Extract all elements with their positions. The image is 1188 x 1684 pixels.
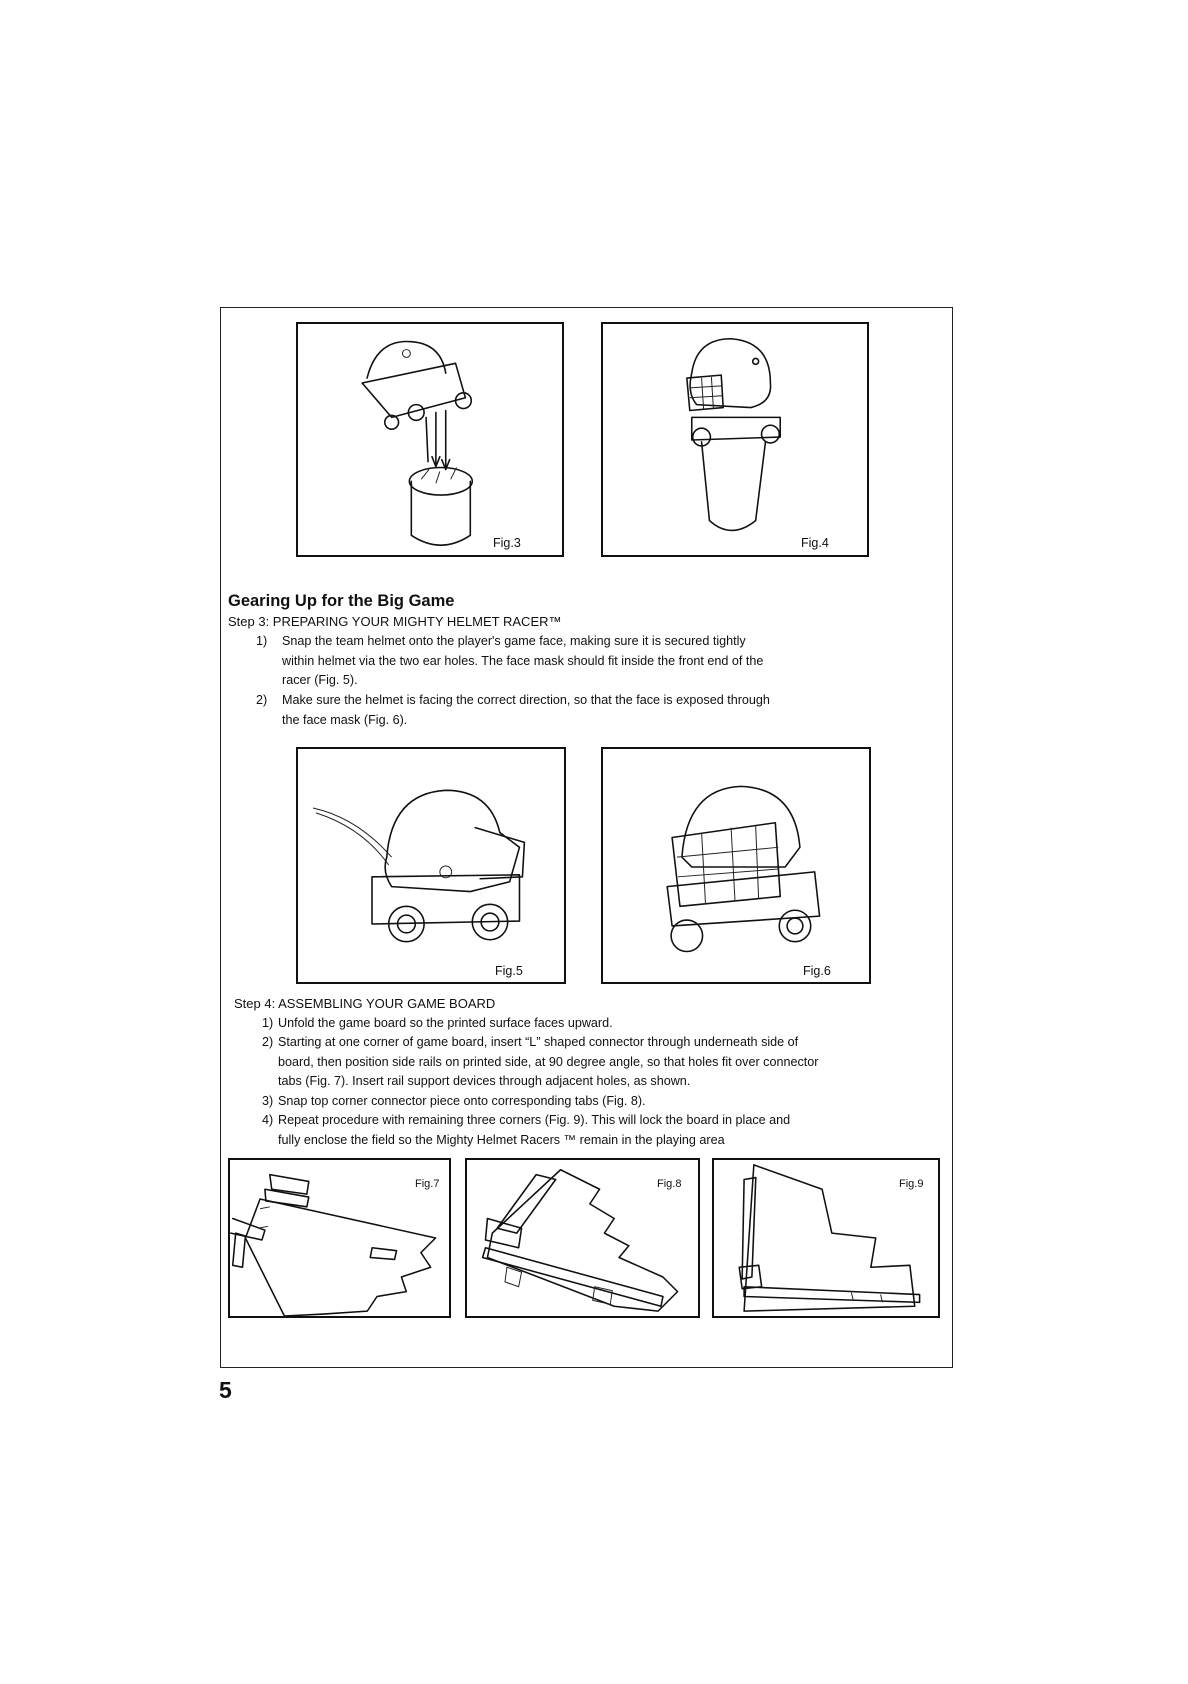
fig-6-label: Fig.6 (803, 964, 831, 978)
item-text: Make sure the helmet is facing the correct direction, so that the face is exposed through the face mask (Fig. 6). (282, 693, 770, 727)
step-4-item-3 (262, 1092, 942, 1112)
item-text: Unfold the game board so the printed surface faces upward. (278, 1016, 613, 1030)
step-4-heading: Step 4: ASSEMBLING YOUR GAME BOARD (234, 996, 496, 1011)
figure-5 (296, 747, 566, 984)
item-text: Starting at one corner of game board, insert “L” shaped connector through underneath side of board, then position side rails on printed side, at 90 degree angle, so that holes fit over connector tabs (Fig. 7). Insert rail support devices through adjacent holes, as shown. (278, 1035, 819, 1088)
item-text: Snap the team helmet onto the player's game face, making sure it is secured tightly within helmet via the two ear holes. The face mask should fit inside the front end of the racer (Fig. 5). (282, 634, 764, 687)
step-4-item-4 (262, 1111, 942, 1151)
figure-3 (296, 322, 564, 557)
figure-4 (601, 322, 869, 557)
step-3-item-1 (256, 632, 896, 692)
step-3-item-2 (256, 691, 896, 731)
step-4-item-1 (262, 1014, 942, 1034)
item-text: Repeat procedure with remaining three corners (Fig. 9). This will lock the board in place and fully enclose the field so the Mighty Helmet Racers ™ remain in the playing area (278, 1113, 791, 1147)
section-title: Gearing Up for the Big Game (228, 592, 455, 610)
item-number: 1) (256, 634, 268, 648)
fig-7-label: Fig.7 (415, 1178, 440, 1190)
step-3-heading: Step 3: PREPARING YOUR MIGHTY HELMET RACER™ (228, 614, 562, 629)
fig-8-label: Fig.8 (657, 1178, 682, 1190)
figure-9 (712, 1158, 940, 1318)
fig-5-label: Fig.5 (495, 964, 523, 978)
fig-9-label: Fig.9 (899, 1178, 924, 1190)
helmet-racer-lift-illustration (298, 324, 562, 555)
helmet-racer-side-illustration (298, 749, 564, 982)
page-number: 5 (219, 1377, 232, 1403)
item-text: Snap top corner connector piece onto corresponding tabs (Fig. 8). (278, 1094, 646, 1108)
figure-7 (228, 1158, 451, 1318)
item-number: 2) (262, 1035, 274, 1049)
fig-4-label: Fig.4 (801, 536, 829, 550)
item-number: 4) (262, 1113, 274, 1127)
fig-3-label: Fig.3 (493, 536, 521, 550)
step-4-item-2 (262, 1033, 942, 1093)
figure-8 (465, 1158, 700, 1318)
helmet-racer-assembled-illustration (603, 324, 867, 555)
item-number: 3) (262, 1094, 274, 1108)
helmet-racer-front-illustration (603, 749, 869, 982)
item-number: 1) (262, 1016, 274, 1030)
item-number: 2) (256, 693, 268, 707)
figure-6 (601, 747, 871, 984)
